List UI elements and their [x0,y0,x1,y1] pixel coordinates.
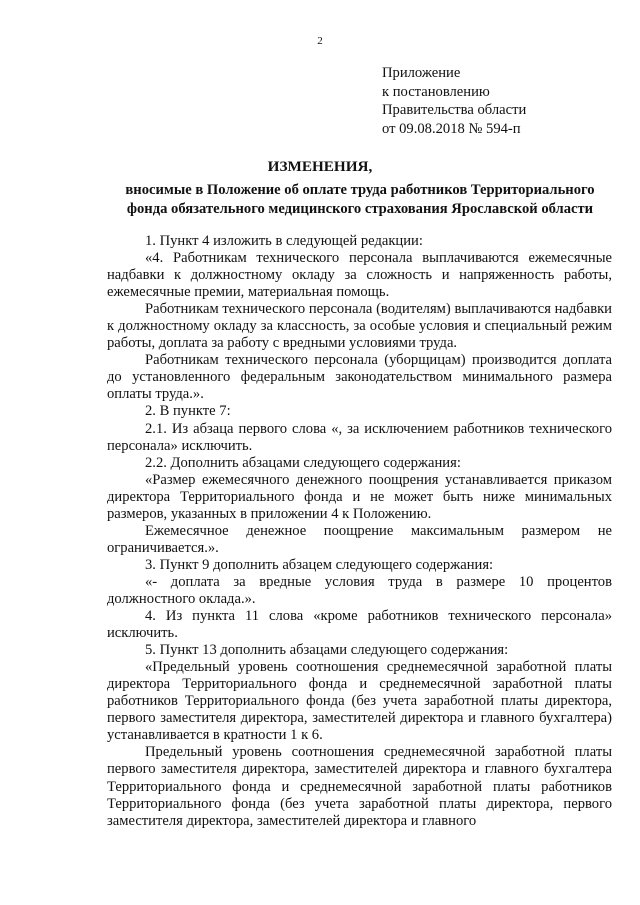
document-subtitle: вносимые в Положение об оплате труда работников Территориального фонда обязательного медицинского страхования Ярославской области [125,182,595,217]
appendix-line: Приложение [382,65,461,81]
paragraph: 2. В пункте 7: [145,403,231,420]
paragraph: 5. Пункт 13 дополнить абзацами следующего содержания: [145,642,509,659]
paragraph: Предельный уровень соотношения среднемесячной заработной платы первого заместителя директора, заместителей директора и главного бухгалтера Территориального фонда и среднемесячной заработной платы работников Территориального фонда (без учета заработной платы директора, первого заместителя директора, заместителей директора и главного [107,744,612,829]
appendix-line: к постановлению [382,83,490,100]
paragraph: 2.2. Дополнить абзацами следующего содержания: [145,454,461,471]
paragraph: Работникам технического персонала (уборщицам) производится доплата до установленного федеральным законодательством минимального размера оплаты труда.». [107,352,612,403]
appendix-line: Правительства области [382,102,527,119]
paragraph: 2.1. Из абзаца первого слова «, за исключением работников технического персонала» исключить. [107,420,612,454]
paragraph: Работникам технического персонала (водителям) выплачиваются надбавки к должностному окладу за классность, за особые условия и специальный режим работы, доплата за работу с вредными условиями труда. [107,301,612,352]
paragraph: 1. Пункт 4 изложить в следующей редакции: [145,233,423,249]
document-title: ИЗМЕНЕНИЯ, [267,158,373,175]
paragraph: 4. Из пункта 11 слова «кроме работников технического персонала» исключить. [107,608,612,642]
paragraph: Ежемесячное денежное поощрение максимальным размером не ограничивается.». [107,522,612,556]
appendix-block [382,64,526,139]
paragraph: «Размер ежемесячного денежного поощрения устанавливается приказом директора Территориального фонда и не может быть ниже минимальных размеров, указанных в приложении 4 к Положению. [107,471,612,522]
paragraph: «- доплата за вредные условия труда в размере 10 процентов должностного оклада.». [107,573,612,607]
appendix-date-line: от 09.08.2018 № 594-п [382,121,521,138]
document-body [107,233,612,830]
paragraph: «Предельный уровень соотношения среднемесячной заработной платы директора Территориального фонда и среднемесячной заработной платы работников Территориального фонда (без учета заработной платы директора, первого заместителя директора, заместителей директора и главного бухгалтера) устанавливается в кратности 1 к 6. [107,659,612,744]
paragraph: 3. Пункт 9 дополнить абзацем следующего содержания: [145,556,494,573]
page-number: 2 [317,35,323,47]
paragraph: «4. Работникам технического персонала выплачиваются ежемесячные надбавки к должностному окладу за сложность и напряженность работы, ежемесячные премии, материальная помощь. [107,250,612,301]
